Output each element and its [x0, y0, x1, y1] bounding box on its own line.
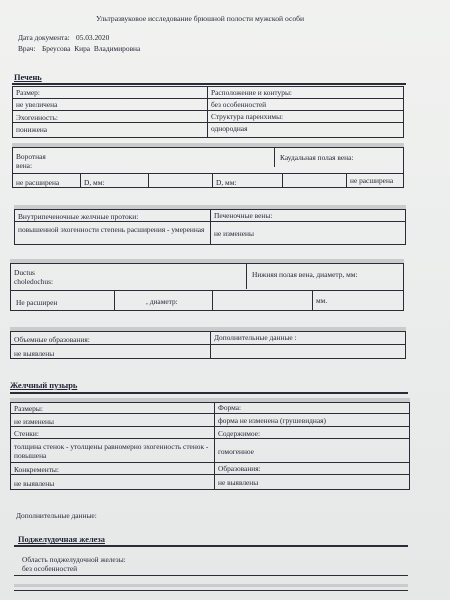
doctor-label: Врач: — [18, 44, 36, 53]
portal-diameter-label: D, мм: — [84, 178, 105, 187]
row-divider — [14, 575, 408, 576]
ductus-diameter-label: , диаметр: — [146, 297, 178, 306]
section-rule — [10, 392, 408, 394]
section-rule — [14, 545, 408, 547]
row-divider — [12, 122, 404, 123]
gb-walls-label: Стенки: — [14, 429, 39, 438]
row-divider — [10, 438, 410, 439]
row-divider — [12, 110, 404, 111]
portal-vein-value: не расширена — [16, 178, 60, 187]
liver-size-label: Размер: — [16, 88, 40, 97]
section-rule — [12, 83, 406, 85]
pancreas-area-value: без особенностей — [22, 564, 78, 573]
document-title: Ультразвуковое исследование брюшной полости мужской особи — [96, 14, 305, 23]
cell-divider — [212, 291, 213, 311]
cell-divider — [207, 86, 208, 138]
masses-label: Объемные образования: — [14, 335, 90, 344]
cell-divider — [246, 263, 247, 289]
ductus-label: Ductus choledochus: — [14, 268, 53, 286]
gb-extra-label: Дополнительные данные: — [16, 511, 97, 520]
cell-divider — [214, 402, 215, 490]
caudal-vein-label: Каудальная полая вена: — [280, 153, 354, 162]
liver-heading: Печень — [14, 73, 42, 82]
date-label: Дата документа: — [18, 33, 70, 42]
liver-structure-label: Структура паренхимы: — [211, 112, 284, 121]
gb-stones-value: не выявлены — [14, 479, 55, 488]
liver-echo-value: понижена — [16, 125, 48, 134]
cell-divider — [80, 174, 81, 188]
gb-form-label: Форма: — [218, 403, 242, 412]
cell-divider — [114, 291, 115, 311]
row-divider — [10, 344, 406, 345]
cell-divider — [212, 174, 213, 188]
table-band — [14, 584, 408, 587]
gb-formations-label: Образования: — [218, 464, 261, 473]
gb-form-value: форма не изменена (грушевидная) — [218, 416, 327, 425]
row-divider — [10, 462, 410, 463]
bile-ducts-value: повышенной эхогенности степень расширения - умеренная — [18, 225, 205, 234]
liver-contour-value: без особенностей — [211, 100, 267, 109]
gb-content-label: Содержимое: — [218, 429, 261, 438]
cell-divider — [346, 174, 347, 188]
pancreas-area-label: Область поджелудочной железы: — [22, 555, 126, 564]
bile-ducts-label: Внутрипеченочные желчные протоки: — [18, 212, 139, 221]
liver-size-value: не увеличена — [16, 100, 58, 109]
gb-size-label: Размеры: — [14, 404, 43, 413]
ivc-label: Нижняя полая вена, диаметр, мм: — [252, 270, 358, 279]
liver-extra-label: Дополнительные данные : — [214, 333, 297, 342]
row-divider — [10, 474, 410, 475]
pancreas-heading: Поджелудочная железа — [18, 535, 105, 544]
caudal-diameter-label: D, мм: — [216, 178, 237, 187]
row-divider — [10, 426, 410, 427]
liver-table-main — [12, 86, 404, 138]
gallbladder-heading: Желчный пузырь — [10, 381, 78, 390]
hepatic-veins-value: не изменены — [214, 229, 254, 238]
liver-contour-label: Расположение и контуры: — [211, 88, 292, 97]
gb-content-value: гомогенное — [218, 447, 254, 456]
cell-divider — [312, 291, 313, 311]
doctor-value: Бреусова Кира Владимировна — [42, 44, 141, 53]
ductus-value: Не расширен — [16, 298, 58, 307]
portal-vein-label: Воротная вена: — [16, 152, 46, 170]
row-divider — [12, 98, 404, 99]
gb-stones-label: Конкременты: — [14, 465, 59, 474]
cell-divider — [274, 147, 275, 167]
gb-size-value: не изменены — [14, 417, 54, 426]
row-divider — [10, 290, 404, 291]
row-divider — [14, 221, 406, 222]
row-divider — [10, 413, 410, 414]
gb-formations-value: не выявлены — [218, 478, 259, 487]
cell-divider — [148, 174, 149, 188]
cell-divider — [282, 174, 283, 188]
cell-divider — [210, 209, 211, 245]
cell-divider — [210, 331, 211, 359]
masses-value: не выявлены — [14, 349, 55, 358]
gb-walls-value: толщина стенок - утолщены равномерно эхогенность стенок - повышена — [14, 442, 209, 460]
ivc-unit: мм. — [316, 296, 328, 305]
date-value: 05.03.2020 — [76, 33, 110, 42]
row-divider — [14, 590, 408, 591]
hepatic-veins-label: Печеночные вены: — [214, 211, 273, 220]
liver-echo-label: Эхогенность: — [16, 113, 58, 122]
liver-structure-value: однородная — [211, 124, 248, 133]
caudal-vein-value: не расширена — [350, 176, 394, 185]
